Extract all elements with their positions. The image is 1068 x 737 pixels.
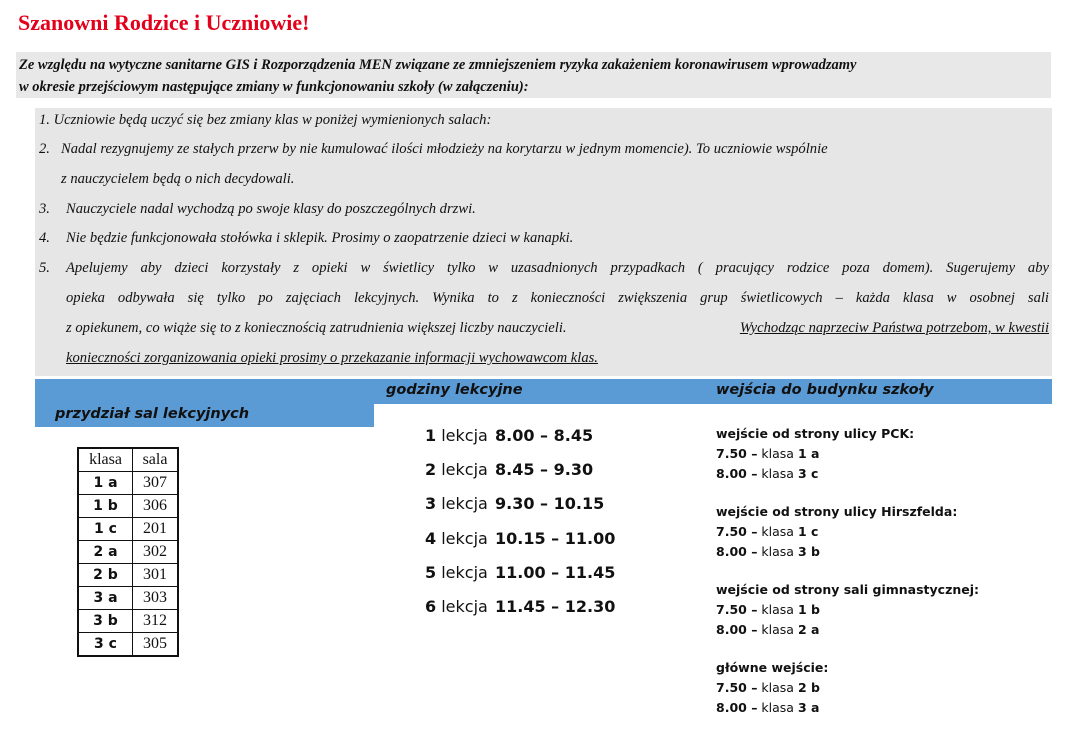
lesson-row [425, 563, 616, 582]
room-cell: 201 [133, 518, 179, 541]
entrance-item [716, 698, 828, 718]
entrance-item [716, 444, 914, 464]
rule-5-underlined-request: Wychodząc naprzeciw Państwa potrzebom, w kwestii [739, 320, 1049, 336]
room-cell: 306 [133, 495, 179, 518]
room-cell: 303 [133, 587, 179, 610]
lesson-row [425, 426, 594, 445]
entrance-group-gym [716, 580, 979, 640]
entrance-class: 1 a [797, 446, 820, 461]
rooms-table-header-row [78, 448, 178, 472]
entrance-heading: główne wejście: [716, 660, 829, 675]
rule-3: Nauczyciele nadal wychodzą po swoje klasy do poszczególnych drzwi. [66, 201, 476, 217]
hours-header: godziny lekcyjne [386, 382, 523, 398]
entrance-label: klasa [757, 700, 798, 715]
lesson-word: lekcja [436, 563, 488, 582]
entrance-label: klasa [757, 524, 798, 539]
entrance-label: klasa [757, 622, 798, 637]
lesson-word: lekcja [436, 529, 488, 548]
class-cell: 2 b [78, 564, 133, 587]
rule-3-number: 3. [39, 201, 50, 217]
entrance-class: 2 b [797, 680, 820, 695]
lesson-number: 5 [425, 563, 437, 582]
entrance-class: 3 c [797, 466, 819, 481]
entrance-item [716, 464, 914, 484]
page-title: Szanowni Rodzice i Uczniowie! [18, 10, 310, 35]
entrance-time: 8.00 – [716, 466, 758, 481]
entrance-class: 3 b [797, 544, 820, 559]
class-cell: 1 b [78, 495, 133, 518]
lesson-number: 6 [425, 597, 437, 616]
lesson-time: 10.15 – 11.00 [495, 529, 616, 548]
entrance-class: 1 c [797, 524, 819, 539]
class-cell: 2 a [78, 541, 133, 564]
lesson-number: 1 [425, 426, 437, 445]
room-cell: 301 [133, 564, 179, 587]
entrance-group-pck [716, 424, 914, 484]
entrance-group-hirszfelda [716, 502, 957, 562]
table-row [78, 541, 178, 564]
rooms-col-room: sala [133, 448, 179, 472]
rule-2-number: 2. [39, 141, 50, 157]
entrance-label: klasa [757, 466, 798, 481]
room-cell: 302 [133, 541, 179, 564]
rooms-header: przydział sal lekcyjnych [55, 406, 250, 422]
rule-4: Nie będzie funkcjonowała stołówka i sklepik. Prosimy o zaopatrzenie dzieci w kanapki. [66, 230, 574, 246]
lesson-word: lekcja [436, 494, 488, 513]
entrance-class: 2 a [797, 622, 820, 637]
table-row [78, 564, 178, 587]
rule-5-line-4: konieczności zorganizowania opieki prosimy o przekazanie informacji wychowawcom klas. [66, 350, 598, 366]
entrance-item [716, 542, 957, 562]
entrance-class: 1 b [797, 602, 820, 617]
table-row [78, 518, 178, 541]
entrance-heading: wejście od strony ulicy Hirszfelda: [716, 504, 958, 519]
lesson-time: 8.00 – 8.45 [495, 426, 594, 445]
rule-2-line-2: z nauczycielem będą o nich decydowali. [61, 171, 295, 187]
table-row [78, 633, 178, 657]
rule-5-line-1: Apelujemy aby dzieci korzystały z opieki w świetlicy tylko w uzasadnionych przypadkach ( pracujący rodzice poza domem). Sugerujemy aby [66, 260, 1049, 276]
rule-5-line-2: opieka odbywała się tylko po zajęciach lekcyjnych. Wynika to z konieczności zwiększenia grup świetlicowych – każda klasa w osobnej sali [66, 290, 1049, 306]
entrances-header: wejścia do budynku szkoły [716, 382, 934, 398]
class-cell: 1 c [78, 518, 133, 541]
rooms-col-class: klasa [78, 448, 133, 472]
rule-2-line-1: Nadal rezygnujemy ze stałych przerw by nie kumulować ilości młodzieży na korytarzu w jednym momencie). To uczniowie wspólnie [61, 141, 828, 157]
entrance-label: klasa [757, 544, 798, 559]
class-cell: 3 b [78, 610, 133, 633]
rooms-table [77, 447, 179, 657]
lesson-number: 3 [425, 494, 437, 513]
lesson-time: 11.00 – 11.45 [495, 563, 616, 582]
entrance-time: 8.00 – [716, 544, 758, 559]
table-row [78, 610, 178, 633]
entrance-time: 8.00 – [716, 700, 758, 715]
entrance-time: 7.50 – [716, 680, 758, 695]
entrance-label: klasa [757, 602, 798, 617]
class-cell: 3 a [78, 587, 133, 610]
lesson-row [425, 597, 616, 616]
lesson-word: lekcja [436, 597, 488, 616]
entrance-label: klasa [757, 446, 798, 461]
lesson-time: 9.30 – 10.15 [495, 494, 605, 513]
entrance-item [716, 620, 979, 640]
table-row [78, 495, 178, 518]
lesson-word: lekcja [436, 460, 488, 479]
table-row [78, 587, 178, 610]
intro-line-1: Ze względu na wytyczne sanitarne GIS i Rozporządzenia MEN związane ze zmniejszeniem ryzyka zakażeniem koronawirusem wprowadzamy [19, 57, 857, 73]
class-cell: 3 c [78, 633, 133, 657]
entrance-time: 7.50 – [716, 602, 758, 617]
entrance-time: 8.00 – [716, 622, 758, 637]
entrance-item [716, 678, 828, 698]
rule-5-number: 5. [39, 260, 50, 276]
lesson-row [425, 460, 594, 479]
rule-5-line-3 [66, 320, 1049, 337]
room-cell: 312 [133, 610, 179, 633]
entrance-time: 7.50 – [716, 524, 758, 539]
rule-1: 1. Uczniowie będą uczyć się bez zmiany klas w poniżej wymienionych salach: [39, 112, 492, 128]
entrance-group-main [716, 658, 828, 718]
lesson-row [425, 494, 605, 513]
room-cell: 307 [133, 472, 179, 495]
entrance-class: 3 a [797, 700, 820, 715]
class-cell: 1 a [78, 472, 133, 495]
entrance-label: klasa [757, 680, 798, 695]
entrance-time: 7.50 – [716, 446, 758, 461]
table-row [78, 472, 178, 495]
entrance-heading: wejście od strony sali gimnastycznej: [716, 582, 980, 597]
rule-5-line-3-text: z opiekunem, co wiąże się to z koniecznością zatrudnienia większej liczby nauczycieli. [66, 320, 567, 336]
intro-line-2: w okresie przejściowym następujące zmiany w funkcjonowaniu szkoły (w załączeniu): [19, 79, 529, 95]
lesson-time: 8.45 – 9.30 [495, 460, 594, 479]
lesson-row [425, 529, 616, 548]
rule-4-number: 4. [39, 230, 50, 246]
rules-list [35, 108, 1052, 376]
lesson-number: 4 [425, 529, 437, 548]
intro-paragraph [16, 52, 1051, 98]
lesson-time: 11.45 – 12.30 [495, 597, 616, 616]
lesson-word: lekcja [436, 426, 488, 445]
entrance-item [716, 600, 979, 620]
entrance-item [716, 522, 957, 542]
entrance-heading: wejście od strony ulicy PCK: [716, 426, 915, 441]
lesson-number: 2 [425, 460, 437, 479]
room-cell: 305 [133, 633, 179, 657]
